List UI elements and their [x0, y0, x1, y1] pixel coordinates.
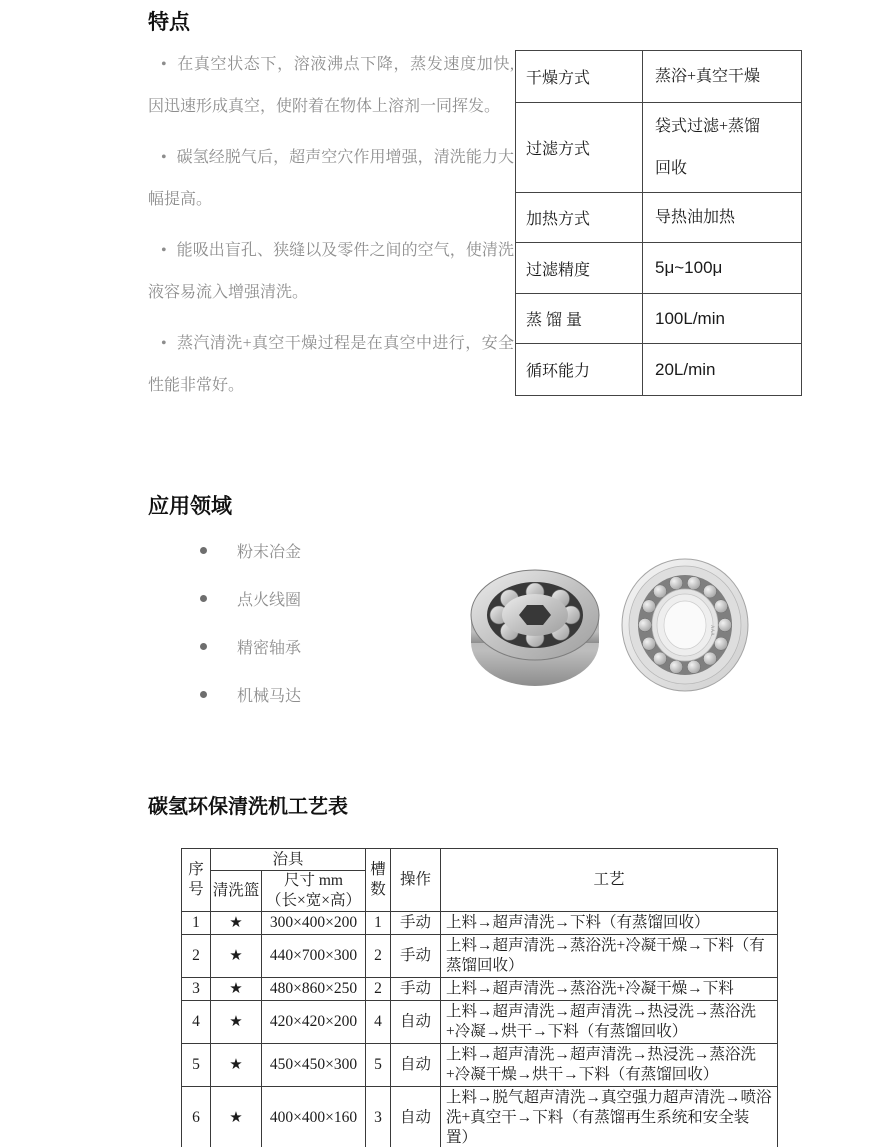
header-operation: 操作 — [391, 849, 441, 912]
cell-process: 上料→超声清洗→超声清洗→热浸洗→蒸浴洗+冷凝干燥→烘干→下料（有蒸馏回收） — [441, 1044, 778, 1087]
feature-text: 在真空状态下，溶液沸点下降，蒸发速度加快,因迅速形成真空，使附着在物体上溶剂一同挥发。 — [148, 56, 514, 115]
spec-row — [516, 193, 802, 243]
cell-no: 2 — [182, 935, 211, 978]
spec-value: 蒸浴+真空干燥 — [643, 51, 802, 103]
spec-value: 100L/min — [643, 294, 802, 344]
spec-label: 过滤方式 — [516, 103, 643, 193]
process-table — [181, 848, 778, 1147]
cell-size: 420×420×200 — [262, 1001, 366, 1044]
spec-label: 干燥方式 — [516, 51, 643, 103]
list-item — [200, 540, 301, 560]
bearing-marking: AAA — [709, 625, 714, 636]
cell-operation: 手动 — [391, 912, 441, 935]
feature-item — [148, 137, 514, 221]
spec-label: 蒸 馏 量 — [516, 294, 643, 344]
cell-process: 上料→超声清洗→蒸浴洗+冷凝干燥→下料 — [441, 978, 778, 1001]
star-icon: ★ — [211, 1087, 262, 1147]
cell-slots: 2 — [366, 978, 391, 1001]
star-icon: ★ — [211, 1001, 262, 1044]
cell-operation: 自动 — [391, 1044, 441, 1087]
applications-heading: 应用领域 — [148, 495, 232, 518]
feature-item — [148, 44, 514, 128]
star-icon: ★ — [211, 912, 262, 935]
spec-label: 加热方式 — [516, 193, 643, 243]
cell-operation: 手动 — [391, 978, 441, 1001]
table-row — [182, 978, 778, 1001]
cell-size: 400×400×160 — [262, 1087, 366, 1147]
cell-slots: 2 — [366, 935, 391, 978]
header-basket: 清洗篮 — [211, 871, 262, 912]
header-size-line1: 尺寸 mm — [284, 872, 343, 889]
features-heading: 特点 — [148, 11, 190, 34]
table-row — [182, 935, 778, 978]
feature-item — [148, 230, 514, 314]
header-size-line2: （长×宽×高） — [266, 892, 361, 909]
cell-operation: 自动 — [391, 1001, 441, 1044]
star-icon: ★ — [211, 978, 262, 1001]
table-row — [182, 912, 778, 935]
spec-label: 循环能力 — [516, 344, 643, 396]
spec-row — [516, 294, 802, 344]
spec-value: 20L/min — [643, 344, 802, 396]
spec-label: 过滤精度 — [516, 243, 643, 294]
list-item — [200, 636, 301, 656]
bullet-icon — [200, 643, 207, 650]
spec-row — [516, 51, 802, 103]
cell-operation: 自动 — [391, 1087, 441, 1147]
feature-item — [148, 323, 514, 407]
bullet-icon: • — [161, 56, 167, 73]
cell-size: 450×450×300 — [262, 1044, 366, 1087]
table-row — [182, 1044, 778, 1087]
cell-no: 1 — [182, 912, 211, 935]
cell-no: 5 — [182, 1044, 211, 1087]
cell-process: 上料→超声清洗→下料（有蒸馏回收） — [441, 912, 778, 935]
cell-process: 上料→超声清洗→蒸浴洗+冷凝干燥→下料（有蒸馏回收） — [441, 935, 778, 978]
cell-slots: 4 — [366, 1001, 391, 1044]
bullet-icon: • — [161, 335, 167, 352]
spec-row — [516, 344, 802, 396]
spec-row — [516, 243, 802, 294]
cell-process: 上料→脱气超声清洗→真空强力超声清洗→喷浴洗+真空干→下料（有蒸馏再生系统和安全装置） — [441, 1087, 778, 1147]
feature-text: 蒸汽清洗+真空干燥过程是在真空中进行，安全性能非常好。 — [148, 335, 514, 394]
application-label: 粉末冶金 — [237, 543, 302, 561]
spec-value: 袋式过滤+蒸馏回收 — [643, 103, 802, 193]
application-label: 机械马达 — [237, 687, 302, 705]
list-item — [200, 588, 301, 608]
header-slots: 槽数 — [366, 849, 391, 912]
application-label: 精密轴承 — [237, 639, 302, 657]
feature-text: 碳氢经脱气后，超声空穴作用增强，清洗能力大幅提高。 — [148, 149, 514, 208]
cell-no: 4 — [182, 1001, 211, 1044]
table-row — [182, 1001, 778, 1044]
cell-size: 480×860×250 — [262, 978, 366, 1001]
cell-size: 300×400×200 — [262, 912, 366, 935]
header-fixture: 治具 — [211, 849, 366, 871]
spec-value: 导热油加热 — [643, 193, 802, 243]
header-no: 序号 — [182, 849, 211, 912]
feature-text: 能吸出盲孔、狭缝以及零件之间的空气，使清洗液容易流入增强清洗。 — [148, 242, 514, 301]
applications-list — [200, 540, 301, 732]
features-list — [148, 44, 514, 416]
table-row — [182, 1087, 778, 1147]
table-header-row — [182, 849, 778, 871]
cell-operation: 手动 — [391, 935, 441, 978]
cell-slots: 3 — [366, 1087, 391, 1147]
spec-row — [516, 103, 802, 193]
application-label: 点火线圈 — [237, 591, 302, 609]
cell-no: 6 — [182, 1087, 211, 1147]
cell-no: 3 — [182, 978, 211, 1001]
spec-table — [515, 50, 802, 396]
cell-size: 440×700×300 — [262, 935, 366, 978]
list-item — [200, 684, 301, 704]
bullet-icon — [200, 595, 207, 602]
process-table-heading: 碳氢环保清洗机工艺表 — [148, 796, 348, 818]
header-size — [262, 871, 366, 912]
bullet-icon: • — [161, 149, 167, 166]
ball-bearing-photo — [618, 556, 752, 694]
gerotor-rotor-photo — [466, 562, 606, 692]
spec-value: 5μ~100μ — [643, 243, 802, 294]
cell-slots: 5 — [366, 1044, 391, 1087]
bullet-icon: • — [161, 242, 167, 259]
bullet-icon — [200, 547, 207, 554]
star-icon: ★ — [211, 935, 262, 978]
cell-slots: 1 — [366, 912, 391, 935]
bullet-icon — [200, 691, 207, 698]
header-process: 工艺 — [441, 849, 778, 912]
star-icon: ★ — [211, 1044, 262, 1087]
cell-process: 上料→超声清洗→超声清洗→热浸洗→蒸浴洗+冷凝→烘干→下料（有蒸馏回收） — [441, 1001, 778, 1044]
